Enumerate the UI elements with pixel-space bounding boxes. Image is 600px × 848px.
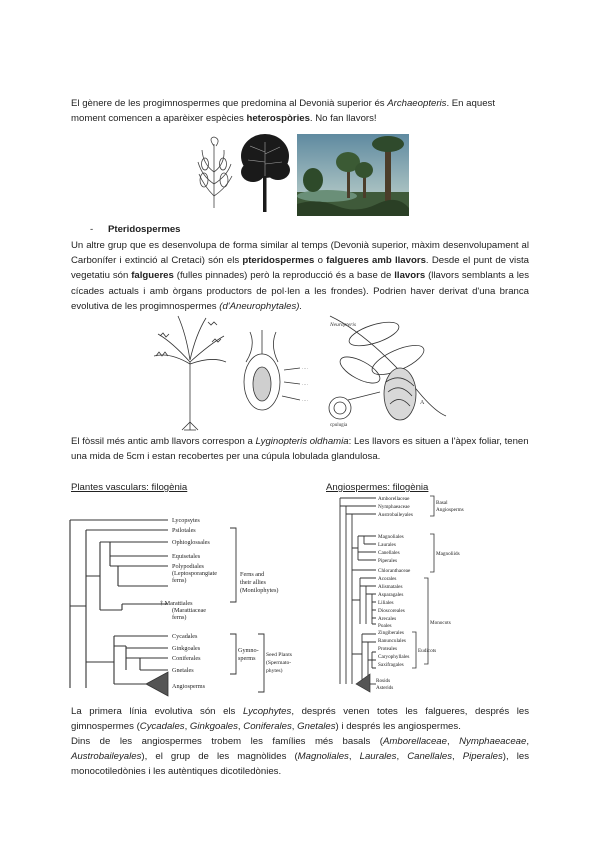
taxon-label: Caryophyllales xyxy=(378,654,410,660)
taxon-canellales: Canellales xyxy=(407,751,453,763)
taxon-archaeopteris: Archaeopteris xyxy=(387,98,447,109)
term-seed-ferns: falgueres amb llavors xyxy=(326,255,426,267)
taxon-label: Canellales xyxy=(378,550,400,556)
archaeopteris-tree-silhouette xyxy=(236,132,294,212)
taxon-label: Laurales xyxy=(378,542,396,548)
paragraph-archaeopteris xyxy=(71,96,529,126)
text: o xyxy=(314,255,327,267)
text: ), les monocotiledònies i les autèntiques dicotiledònies. xyxy=(71,751,529,778)
taxon-label: Nymphaeaceae xyxy=(378,504,410,510)
bullet-marker: - xyxy=(90,224,94,235)
pteridosperm-drawings xyxy=(150,312,450,432)
taxon-label: Angiosperms xyxy=(172,683,205,690)
taxon-label: Ophioglossales xyxy=(172,539,210,546)
group-label: phytes) xyxy=(266,668,283,674)
section-title: Pteridospermes xyxy=(108,224,181,235)
text: , després venen totes les falgueres, després les gimnospermes ( xyxy=(71,706,529,733)
text: , xyxy=(237,721,244,733)
taxon-label: Coniferales xyxy=(172,655,201,662)
term-ferns: falgueres xyxy=(131,270,174,282)
text: El gènere de les progimnospermes que predomina al Devonià superior és xyxy=(71,98,388,109)
text: , xyxy=(446,736,460,747)
text: La primera línia evolutiva són els xyxy=(71,706,243,717)
taxon-lycophytes: Lycophytes xyxy=(242,706,292,717)
taxon-piperales: Piperales xyxy=(462,751,503,763)
taxon-label: Proteales xyxy=(378,646,398,652)
taxon-lyginopteris: Lyginopteris oldhamia xyxy=(255,436,349,447)
taxon-label: Asterids xyxy=(376,685,394,691)
taxon-ginkgoales: Ginkgoales xyxy=(189,721,238,733)
taxon-label: Dioscoreales xyxy=(378,608,405,614)
carboniferous-forest-illustration xyxy=(297,134,409,216)
text: : Les llavors es situen a l'àpex foliar, tenen una mida de 5cm i estan recobertes per una cúpula lobulada glandulosa. xyxy=(71,436,529,463)
taxon-gnetales: Gnetales xyxy=(297,721,336,733)
heading-angiosperm-phylogeny: Angiospermes: filogènia xyxy=(326,482,429,493)
group-label: (Monilophytes) xyxy=(240,587,279,594)
taxon-label: Ginkgoales xyxy=(172,645,201,652)
taxon-aneurophytales: (d'Aneurophytales). xyxy=(219,300,303,312)
group-label: Gymno- xyxy=(238,647,259,654)
paragraph-evolutionary-line xyxy=(71,704,529,734)
text: , xyxy=(184,721,190,733)
term-pteridosperms: pteridospermes xyxy=(242,255,315,267)
taxon-label: Polypodiales xyxy=(172,563,204,570)
vascular-plants-cladogram xyxy=(66,506,296,702)
text: ), el grup de les magnòlides ( xyxy=(141,751,298,763)
taxon-label: Liliales xyxy=(378,600,394,606)
taxon-nymphaeaceae: Nymphaeaceae xyxy=(459,736,527,747)
text: (llavors semblants a les cícades actuals i amb òrgans productors de pol·len a les frondes). Podrien haver derivat d'una branca evolutiva de les progimnospermes xyxy=(71,270,529,312)
group-label: Ferns and xyxy=(240,571,265,578)
text: , xyxy=(348,751,360,763)
group-label: sperms xyxy=(238,655,256,662)
taxon-label: Rosids xyxy=(376,678,391,684)
taxon-label: Asparagales xyxy=(378,592,404,598)
text: , xyxy=(291,721,298,733)
paragraph-angiosperms xyxy=(71,734,529,780)
group-label: Monocots xyxy=(430,620,451,626)
text: , xyxy=(452,751,463,763)
taxon-label: Magnoliales xyxy=(378,534,404,540)
taxon-label: ferns) xyxy=(172,614,187,621)
taxon-label: Arecales xyxy=(378,616,397,622)
taxon-label: † Marattiales xyxy=(160,600,193,607)
group-label: Seed Plants xyxy=(266,652,292,658)
taxon-label: (Leptosporangiate xyxy=(172,570,218,577)
cupule-label: ···· xyxy=(302,382,308,387)
cupule-caption: cpulugia xyxy=(330,423,348,428)
heading-vascular-phylogeny: Plantes vasculars: filogènia xyxy=(71,482,188,493)
taxon-label: Psilotales xyxy=(172,527,196,534)
taxon-label: (Marattiaceae xyxy=(172,607,207,614)
taxon-label: Zingiberales xyxy=(378,630,404,636)
neuropteris-leaf-drawing xyxy=(329,316,446,420)
taxon-label: Ranunculales xyxy=(378,638,406,644)
text: . No fan llavors! xyxy=(309,113,377,125)
taxon-label: Alismatales xyxy=(378,584,403,590)
taxon-label: Gnetales xyxy=(172,667,194,674)
text: , xyxy=(396,751,408,763)
text: ) i després les angiospermes. xyxy=(335,721,461,733)
cupule-label: ···· xyxy=(302,398,308,403)
taxon-label: Lycopsytes xyxy=(172,517,200,524)
term-heterosporic: heterospòries xyxy=(246,113,310,125)
cupule-section-drawing xyxy=(244,330,300,410)
figure-letter-a: A xyxy=(420,400,425,406)
group-label: Basal xyxy=(436,500,448,506)
group-label: their allies xyxy=(240,579,266,586)
taxon-coniferales: Coniferales xyxy=(243,721,292,733)
term-seeds: llavors xyxy=(394,270,426,282)
neuropteris-label: Neuropteris xyxy=(330,322,357,328)
archaeopteris-frond-drawing xyxy=(194,136,236,210)
taxon-label: Poales xyxy=(378,623,392,629)
cupule-label: ···· xyxy=(302,366,308,371)
group-label: Magnoliids xyxy=(436,551,460,557)
taxon-label: Chloranthaceae xyxy=(378,568,411,574)
angiosperms-cladogram xyxy=(336,494,536,694)
text: . Desde el punt de vista vegetatiu són xyxy=(71,255,529,282)
taxon-label: Acorales xyxy=(378,576,397,582)
taxon-label: Amborellaceae xyxy=(378,496,410,502)
text: (fulles pinnades) però la reproducció és a base de xyxy=(173,270,395,282)
group-label: Eudicots xyxy=(418,648,437,654)
paragraph-lyginopteris xyxy=(71,434,529,464)
paragraph-pteridosperms xyxy=(71,238,529,314)
seed-fern-plant-drawing xyxy=(154,316,226,430)
taxon-magnoliales: Magnoliales xyxy=(297,751,349,763)
group-label: (Spermato- xyxy=(266,660,292,666)
text: Un altre grup que es desenvolupa de forma similar al temps (Devonià superior, màxim desenvolupament al Carbonífer i extinció al Cretaci) són els xyxy=(71,240,529,267)
taxon-label: Saxifragales xyxy=(378,662,404,668)
taxon-label: ferns) xyxy=(172,577,187,584)
taxon-label: Cycadales xyxy=(172,633,198,640)
taxon-amborellaceae: Amborellaceae xyxy=(382,736,447,747)
section-bullet-pteridosperms xyxy=(90,224,181,235)
taxon-cycadales: Cycadales xyxy=(139,721,185,733)
taxon-austrobaileyales: Austrobaileyales xyxy=(71,751,142,763)
text: Dins de les angiospermes trobem les famílies més basals ( xyxy=(71,736,383,747)
group-label: Angiosperms xyxy=(436,507,464,513)
text: . En aquest moment comencen a aparèixer espècies xyxy=(71,98,495,125)
text: , xyxy=(526,736,529,747)
taxon-label: Piperales xyxy=(378,558,398,564)
taxon-label: Austrobaileyales xyxy=(378,512,413,518)
taxon-laurales: Laurales xyxy=(359,751,397,763)
taxon-label: Equisetales xyxy=(172,553,201,560)
text: El fòssil més antic amb llavors correspon a xyxy=(71,436,256,447)
